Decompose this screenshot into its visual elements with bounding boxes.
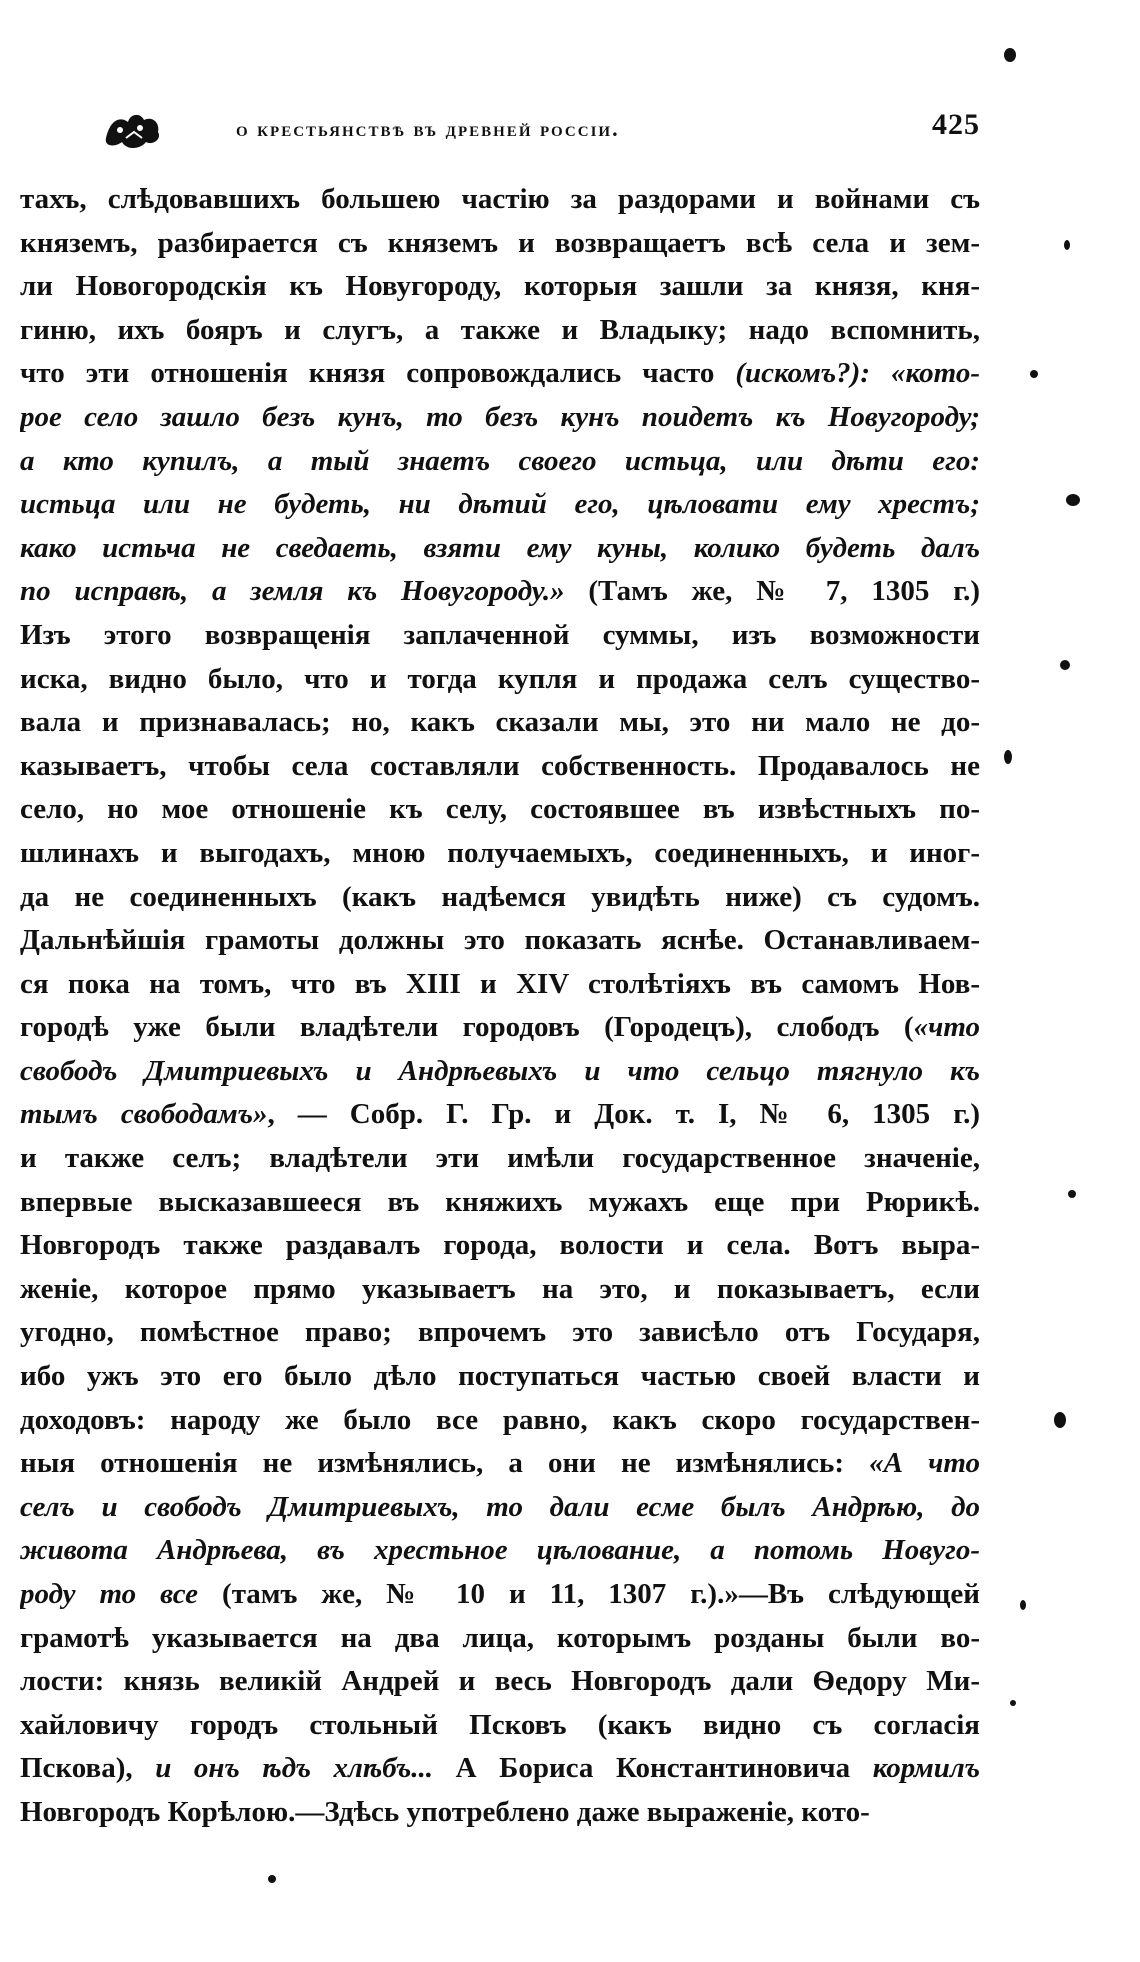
text-line xyxy=(20,483,980,527)
text-run: шлинахъ и выгодахъ, мною получаемыхъ, соединенныхъ, и иног- xyxy=(20,836,980,869)
text-run: что эти отношенія князя сопровождались часто xyxy=(20,357,736,390)
text-line xyxy=(20,963,980,1007)
text-line xyxy=(20,309,980,353)
italic-text-run: «А что xyxy=(869,1447,980,1480)
text-line xyxy=(20,1399,980,1443)
text-line xyxy=(20,1137,980,1181)
text-run: Дальнѣйшія грамоты должны это показать яснѣе. Останавливаем- xyxy=(20,924,980,957)
italic-text-run: роду то все xyxy=(20,1578,199,1610)
text-run: лости: князь великій Андрей и весь Новгородъ дали Ѳедору Ми- xyxy=(20,1665,980,1698)
scan-speck xyxy=(1068,1190,1076,1198)
text-run: ныя отношенія не измѣнялись, а они не измѣнялись: xyxy=(20,1447,870,1480)
scan-speck xyxy=(1054,1412,1066,1428)
text-line xyxy=(20,832,980,876)
italic-text-run: како истьча не сведаеть, взяти ему куны, колико будеть далъ xyxy=(20,531,980,564)
text-line xyxy=(20,1573,980,1617)
italic-text-run: «что xyxy=(913,1011,980,1044)
text-line xyxy=(20,265,980,309)
text-line xyxy=(20,1093,980,1137)
text-run: село, но мое отношеніе къ селу, состоявшее въ извѣстныхъ по- xyxy=(20,793,980,826)
running-head xyxy=(100,108,980,148)
text-run: грамотѣ указывается на два лица, которымъ розданы были во- xyxy=(20,1621,980,1654)
scan-speck xyxy=(1060,660,1070,670)
scan-speck xyxy=(1030,370,1038,378)
text-run: впервые высказавшееся въ княжихъ мужахъ еще при Рюрикѣ. xyxy=(20,1185,980,1218)
text-run: доходовъ: народу же было все равно, какъ скоро государствен- xyxy=(20,1403,980,1436)
text-line xyxy=(20,1791,980,1835)
text-run: ибо ужъ это его было дѣло поступаться частью своей власти и xyxy=(20,1360,980,1393)
text-run: казываетъ, чтобы села составляли собственность. Продавалось не xyxy=(20,749,980,782)
text-run: городѣ уже были владѣтели городовъ (Городецъ), слободъ ( xyxy=(20,1011,914,1044)
text-line xyxy=(20,1442,980,1486)
text-line xyxy=(20,352,980,396)
italic-text-run: свободъ Дмитриевыхъ и Андрѣевыхъ и что сельцо тягнуло къ xyxy=(20,1054,980,1087)
italic-text-run: и онъ ѣдъ хлѣбъ... xyxy=(155,1752,434,1785)
italic-text-run: живота Андрѣева, въ хрестьное цѣлование, а потомь Новуго- xyxy=(20,1534,980,1567)
text-line xyxy=(20,788,980,832)
text-line xyxy=(20,1529,980,1573)
text-run: да не соединенныхъ (какъ надѣемся увидѣть ниже) съ судомъ. xyxy=(20,880,980,913)
text-run: тахъ, слѣдовавшихъ большею частію за раздорами и войнами съ xyxy=(20,183,980,215)
scan-speck xyxy=(1004,48,1016,62)
text-line xyxy=(20,570,980,614)
text-run: женіе, которое прямо указываетъ на это, и показываетъ, если xyxy=(20,1272,980,1305)
text-line xyxy=(20,658,980,702)
text-line xyxy=(20,701,980,745)
italic-text-run: кормилъ xyxy=(872,1752,980,1785)
text-line xyxy=(20,1311,980,1355)
italic-text-run: а кто купилъ, а тый знаетъ своего истьца, или дѣти его: xyxy=(20,444,980,477)
text-run: (Тамъ же, № 7, 1305 г.) xyxy=(564,575,980,608)
scan-speck xyxy=(1066,494,1080,506)
text-line xyxy=(20,614,980,658)
italic-text-run: (искомъ?): «кото- xyxy=(735,357,980,390)
running-title: о крестьянствѣ въ древней россіи. xyxy=(236,116,620,141)
text-line xyxy=(20,527,980,571)
italic-text-run: селъ и свободъ Дмитриевыхъ, то дали есме былъ Андрѣю, до xyxy=(20,1490,980,1523)
text-run: ся пока на томъ, что въ XIII и XIV столѣтіяхъ въ самомъ Нов- xyxy=(20,967,980,1000)
scan-speck xyxy=(1004,750,1012,764)
text-run: княземъ, разбирается съ княземъ и возвращаетъ всѣ села и зем- xyxy=(20,226,980,259)
text-line xyxy=(20,919,980,963)
text-line xyxy=(20,1660,980,1704)
scan-speck xyxy=(1010,1700,1016,1706)
page-number: 425 xyxy=(932,108,980,141)
text-line xyxy=(20,1050,980,1094)
text-line xyxy=(20,745,980,789)
text-line xyxy=(20,1617,980,1661)
text-run: А Бориса Константиновича xyxy=(433,1752,873,1785)
text-run: угодно, помѣстное право; впрочемъ это зависѣло отъ Государя, xyxy=(20,1316,980,1349)
italic-text-run: тымъ свободамъ» xyxy=(20,1098,268,1131)
text-line xyxy=(20,1486,980,1530)
text-line xyxy=(20,1268,980,1312)
italic-text-run: истьца или не будеть, ни дѣтий его, цѣловати ему хрестъ; xyxy=(20,488,980,521)
text-run: хайловичу городъ стольный Псковъ (какъ видно съ согласія xyxy=(20,1708,980,1741)
text-line xyxy=(20,1181,980,1225)
text-run: Пскова), xyxy=(20,1752,156,1785)
text-line xyxy=(20,1006,980,1050)
text-run: (тамъ же, № 10 и 11, 1307 г.).»—Въ слѣдующей xyxy=(198,1578,980,1610)
text-line xyxy=(20,396,980,440)
text-line xyxy=(20,178,980,222)
scan-speck xyxy=(268,1875,276,1883)
text-run: Новгородъ Корѣлою.—Здѣсь употреблено даже выраженіе, кото- xyxy=(20,1795,870,1828)
text-line xyxy=(20,1355,980,1399)
printers-ornament-icon xyxy=(100,108,166,152)
text-line xyxy=(20,876,980,920)
text-line xyxy=(20,1747,980,1791)
italic-text-run: по исправѣ, а земля къ Новугороду.» xyxy=(20,575,565,608)
text-run: ли Новогородскія къ Новугороду, которыя зашли за князя, кня- xyxy=(20,270,980,303)
text-run: Изъ этого возвращенія заплаченной суммы, изъ возможности xyxy=(20,618,980,651)
text-run: гиню, ихъ бояръ и слугъ, а также и Владыку; надо вспомнить, xyxy=(20,313,980,346)
scan-speck xyxy=(1064,240,1070,250)
text-line xyxy=(20,1704,980,1748)
text-line xyxy=(20,440,980,484)
text-run: Новгородъ также раздавалъ города, волости и села. Вотъ выра- xyxy=(20,1229,980,1262)
text-line xyxy=(20,222,980,266)
text-run: иска, видно было, что и тогда купля и продажа селъ существо- xyxy=(20,662,980,695)
text-run: и также селъ; владѣтели эти имѣли государственное значеніе, xyxy=(20,1142,980,1175)
text-run: вала и признавалась; но, какъ сказали мы, это ни мало не до- xyxy=(20,706,980,739)
body-text xyxy=(20,178,980,1835)
italic-text-run: рое село зашло безъ кунъ, то безъ кунъ поидетъ къ Новугороду; xyxy=(20,400,980,433)
text-line xyxy=(20,1224,980,1268)
scan-speck xyxy=(1020,1600,1026,1610)
text-run: , — Собр. Г. Гр. и Док. т. I, № 6, 1305 г.) xyxy=(267,1098,980,1131)
